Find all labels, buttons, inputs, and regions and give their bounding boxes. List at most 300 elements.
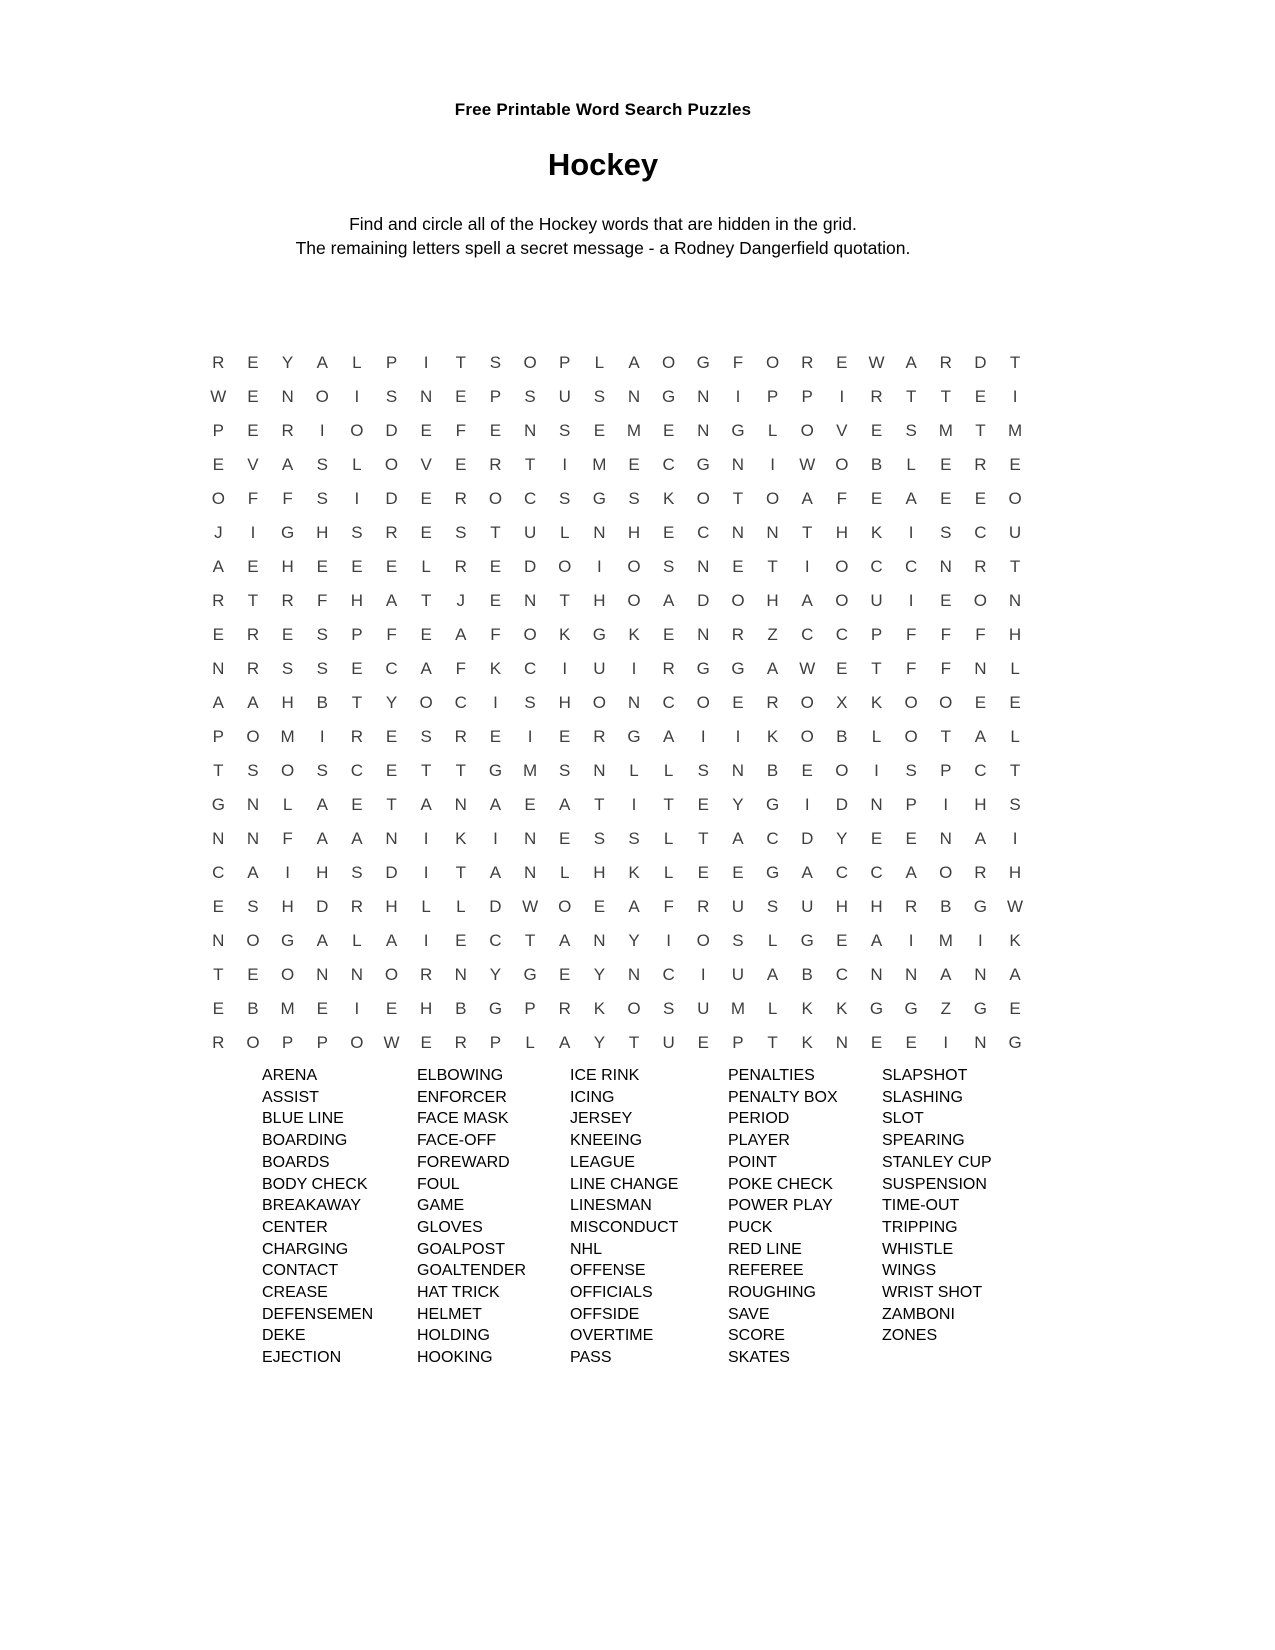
grid-cell-r13-c12: N [593,761,606,780]
grid-cell-r17-c3: H [281,897,294,916]
word-list-item: GLOVES [417,1218,483,1236]
grid-cell-r1-c21: A [905,353,917,372]
grid-cell-r15-c13: S [628,829,640,848]
grid-cell-r21-c17: T [767,1033,778,1052]
grid-cell-r19-c19: C [835,965,848,984]
grid-cell-r6-c24: U [1008,523,1022,542]
grid-cell-r1-c15: G [696,353,710,372]
word-list-item: BOARDING [262,1132,348,1150]
word-list-item: CHARGING [262,1240,349,1258]
grid-cell-r19-c20: N [870,965,883,984]
grid-cell-r18-c17: L [767,931,778,950]
word-list-item: SPEARING [882,1132,965,1150]
grid-cell-r8-c22: E [940,591,952,610]
grid-cell-r5-c4: S [316,489,328,508]
word-list-item: GOALTENDER [417,1262,527,1280]
grid-cell-r11-c2: A [247,693,259,712]
word-list-item: FACE-OFF [417,1132,497,1150]
word-list-item: ENFORCER [417,1088,507,1106]
grid-cell-r10-c13: I [631,659,637,678]
grid-cell-r5-c13: S [628,489,640,508]
word-list-column-4 [728,1065,838,1369]
grid-cell-r6-c5: S [351,523,363,542]
grid-cell-r5-c18: A [801,489,813,508]
grid-cell-r16-c17: G [765,863,780,882]
grid-cell-r17-c19: H [835,897,848,916]
grid-cell-r15-c1: N [212,829,225,848]
word-list-item: BODY CHECK [262,1175,368,1193]
grid-cell-r10-c10: C [523,659,537,678]
grid-cell-r9-c20: P [870,625,883,644]
grid-cell-r10-c9: K [489,659,502,678]
grid-cell-r20-c13: O [627,999,641,1018]
grid-cell-r8-c16: O [731,591,745,610]
grid-cell-r6-c16: N [731,523,745,542]
grid-cell-r11-c6: Y [385,693,398,712]
grid-cell-r17-c15: R [697,897,710,916]
word-list-item: CONTACT [262,1262,339,1280]
grid-cell-r13-c24: T [1009,761,1021,780]
grid-cell-r13-c20: I [874,761,879,780]
grid-cell-r3-c21: S [905,421,917,440]
word-list-item: JERSEY [570,1110,633,1128]
grid-cell-r12-c20: L [871,727,882,746]
grid-cell-r12-c18: O [800,727,814,746]
word-list-item: PENALTIES [728,1067,815,1084]
grid-cell-r11-c22: O [939,693,953,712]
grid-cell-r8-c9: E [489,591,502,610]
grid-cell-r8-c14: A [662,591,675,610]
grid-cell-r8-c4: F [317,591,328,610]
grid-cell-r14-c15: E [697,795,709,814]
grid-cell-r15-c17: C [766,829,779,848]
word-list-column-1 [262,1065,373,1369]
grid-cell-r12-c13: G [627,727,641,746]
grid-cell-r16-c1: C [212,863,225,882]
grid-cell-r6-c1: J [214,523,223,542]
grid-cell-r21-c14: U [662,1033,675,1052]
grid-cell-r19-c15: I [700,965,706,984]
grid-cell-r21-c4: P [316,1033,328,1052]
grid-cell-r18-c13: Y [628,931,640,950]
grid-cell-r2-c12: S [593,387,606,406]
grid-cell-r18-c15: O [696,931,710,950]
grid-cell-r12-c2: O [246,727,260,746]
grid-cell-r14-c3: L [282,795,293,814]
grid-cell-r14-c8: N [454,795,467,814]
word-list-item: PENALTY BOX [728,1088,838,1106]
grid-cell-r21-c3: P [281,1033,294,1052]
grid-cell-r15-c11: E [559,829,571,848]
word-list-item: OFFICIALS [570,1284,653,1302]
word-list-item: TIME-OUT [882,1197,960,1215]
grid-cell-r10-c15: G [696,659,710,678]
grid-cell-r12-c4: I [319,727,325,746]
grid-cell-r14-c17: G [765,795,780,814]
grid-cell-r9-c4: S [316,625,328,644]
grid-cell-r6-c17: N [766,523,779,542]
grid-cell-r8-c6: A [385,591,398,610]
word-list-item: TRIPPING [882,1218,958,1236]
word-list-item: ELBOWING [417,1067,504,1084]
grid-cell-r12-c14: A [662,727,675,746]
grid-cell-r5-c16: T [732,489,744,508]
grid-cell-r17-c18: U [801,897,814,916]
grid-cell-r13-c14: L [663,761,674,780]
grid-cell-r10-c20: T [871,659,882,678]
grid-cell-r13-c2: S [247,761,259,780]
grid-cell-r8-c5: H [350,591,364,610]
grid-cell-r14-c19: D [835,795,848,814]
grid-cell-r18-c1: N [212,931,225,950]
grid-cell-r5-c7: E [420,489,432,508]
grid-cell-r18-c24: K [1009,931,1021,950]
grid-cell-r18-c16: S [732,931,744,950]
grid-cell-r9-c8: A [455,625,467,644]
grid-cell-r21-c1: R [212,1033,225,1052]
grid-cell-r3-c11: S [559,421,571,440]
grid-cell-r16-c18: A [801,863,813,882]
grid-cell-r14-c6: T [386,795,397,814]
grid-cell-r6-c12: N [593,523,606,542]
grid-cell-r4-c4: S [316,455,328,474]
grid-cell-r13-c3: O [280,761,295,780]
grid-cell-r16-c19: C [835,863,848,882]
grid-cell-r1-c1: R [212,353,225,372]
grid-cell-r4-c16: N [731,455,745,474]
grid-cell-r3-c24: M [1007,421,1023,440]
grid-cell-r12-c11: E [559,727,571,746]
grid-cell-r2-c3: N [281,387,294,406]
word-list-item: HELMET [417,1305,482,1323]
word-list-item: DEFENSEMEN [262,1305,374,1323]
grid-cell-r4-c12: M [592,455,607,474]
grid-cell-r7-c2: E [247,557,259,576]
grid-cell-r7-c21: C [904,557,918,576]
grid-cell-r11-c23: E [974,693,987,712]
grid-cell-r3-c2: E [247,421,259,440]
grid-cell-r15-c8: K [455,829,467,848]
word-list-item: SLAPSHOT [882,1067,968,1084]
grid-cell-r1-c19: E [836,353,848,372]
grid-cell-r16-c16: E [732,863,744,882]
grid-cell-r3-c17: L [767,421,778,440]
grid-cell-r1-c24: T [1009,353,1021,372]
word-list-item: BLUE LINE [262,1110,344,1128]
grid-cell-r8-c23: O [973,591,988,610]
grid-cell-r18-c5: L [352,931,362,950]
grid-cell-r5-c9: O [488,489,503,508]
grid-cell-r8-c24: N [1008,591,1022,610]
grid-cell-r9-c6: F [386,625,397,644]
grid-cell-r10-c19: E [836,659,848,678]
grid-cell-r2-c4: O [315,387,329,406]
grid-cell-r14-c21: P [905,795,917,814]
grid-cell-r21-c10: L [525,1033,535,1052]
word-list-item: MISCONDUCT [570,1218,679,1236]
grid-cell-r3-c18: O [800,421,814,440]
grid-cell-r8-c18: A [801,591,813,610]
grid-cell-r16-c13: K [628,863,640,882]
instructions [0,212,1206,260]
grid-cell-r13-c11: S [559,761,571,780]
word-list-item: LINE CHANGE [570,1175,679,1193]
grid-cell-r21-c16: P [732,1033,744,1052]
grid-cell-r20-c18: K [801,999,813,1018]
grid-cell-r8-c2: T [247,591,259,610]
grid-cell-r1-c12: L [594,353,605,372]
grid-cell-r2-c21: T [905,387,917,406]
grid-cell-r16-c21: A [905,863,917,882]
grid-cell-r18-c9: C [489,931,502,950]
word-list-item: ICE RINK [570,1067,640,1084]
grid-cell-r1-c16: F [732,353,744,372]
grid-cell-r9-c23: F [975,625,986,644]
grid-cell-r12-c8: R [454,727,467,746]
grid-cell-r21-c20: E [870,1033,883,1052]
grid-cell-r10-c17: A [766,659,779,678]
grid-cell-r2-c5: I [354,387,360,406]
grid-cell-r2-c7: N [420,387,433,406]
grid-cell-r11-c14: C [662,693,675,712]
grid-cell-r1-c8: T [455,353,466,372]
grid-cell-r16-c9: A [489,863,502,882]
grid-cell-r9-c5: P [351,625,363,644]
grid-cell-r14-c11: A [559,795,571,814]
grid-cell-r15-c6: N [385,829,398,848]
grid-cell-r20-c17: L [767,999,778,1018]
grid-cell-r19-c13: N [627,965,641,984]
grid-cell-r11-c15: O [696,693,710,712]
word-list-item: FOUL [417,1175,460,1193]
word-list-item: BREAKAWAY [262,1197,361,1215]
grid-cell-r2-c18: P [801,387,813,406]
grid-cell-r17-c24: W [1007,897,1024,916]
grid-cell-r21-c19: N [835,1033,848,1052]
puzzle-title: Hockey [547,147,659,182]
grid-cell-r21-c12: Y [593,1033,606,1052]
grid-cell-r20-c19: K [836,999,848,1018]
grid-cell-r15-c19: Y [836,829,848,848]
grid-cell-r18-c12: N [593,931,606,950]
word-list-item: HOLDING [417,1327,490,1345]
grid-cell-r11-c8: C [454,693,467,712]
grid-cell-r12-c15: I [700,727,706,746]
grid-cell-r14-c9: A [489,795,502,814]
grid-cell-r13-c5: C [350,761,364,780]
grid-cell-r16-c23: R [974,863,987,882]
word-list-item: PERIOD [728,1110,790,1128]
letter-grid [201,346,1032,1060]
word-list-item: ICING [570,1088,615,1106]
grid-cell-r1-c14: O [662,353,676,372]
grid-cell-r21-c23: N [974,1033,987,1052]
word-list-item: FOREWARD [417,1153,510,1171]
word-list-item: FACE MASK [417,1110,509,1128]
grid-cell-r5-c22: E [940,489,952,508]
grid-cell-r3-c1: P [212,421,224,440]
grid-cell-r19-c24: A [1009,965,1021,984]
grid-cell-r6-c3: G [280,523,295,542]
grid-cell-r13-c21: S [905,761,917,780]
grid-cell-r15-c7: I [423,829,429,848]
grid-cell-r12-c22: T [940,727,951,746]
grid-cell-r18-c11: A [559,931,571,950]
grid-cell-r4-c20: B [870,455,883,474]
grid-cell-r2-c8: E [455,387,467,406]
word-list-item: PASS [570,1349,612,1367]
grid-cell-r4-c2: V [247,455,259,474]
grid-cell-r8-c7: T [420,591,432,610]
grid-cell-r18-c18: G [800,931,814,950]
grid-cell-r15-c16: A [732,829,744,848]
grid-cell-r8-c8: J [456,591,466,610]
grid-cell-r11-c12: O [592,693,606,712]
grid-cell-r7-c14: S [662,557,675,576]
grid-cell-r10-c21: F [905,659,917,678]
grid-cell-r10-c14: R [662,659,675,678]
grid-cell-r9-c15: N [697,625,710,644]
grid-cell-r11-c21: O [904,693,918,712]
grid-cell-r13-c23: C [974,761,987,780]
grid-cell-r19-c3: O [280,965,295,984]
grid-cell-r5-c17: O [765,489,780,508]
word-list-item: DEKE [262,1327,306,1345]
grid-cell-r6-c6: R [385,523,398,542]
grid-cell-r4-c13: E [628,455,640,474]
grid-cell-r5-c12: G [592,489,606,508]
grid-cell-r18-c19: E [836,931,848,950]
grid-cell-r5-c20: E [870,489,883,508]
grid-cell-r16-c2: A [247,863,259,882]
grid-cell-r16-c3: I [285,863,290,882]
grid-cell-r17-c6: H [385,897,398,916]
grid-cell-r14-c16: Y [732,795,744,814]
grid-cell-r13-c10: M [523,761,538,780]
grid-cell-r9-c16: R [731,625,745,644]
grid-cell-r20-c5: I [354,999,360,1018]
word-list-item: GAME [417,1197,465,1215]
grid-cell-r18-c22: M [938,931,953,950]
grid-cell-r6-c15: C [697,523,710,542]
grid-cell-r13-c22: P [940,761,952,780]
grid-cell-r3-c10: N [523,421,537,440]
grid-cell-r10-c16: G [731,659,745,678]
grid-cell-r20-c20: G [869,999,884,1018]
word-list-item: POKE CHECK [728,1175,833,1193]
grid-cell-r18-c8: E [455,931,467,950]
grid-cell-r3-c3: R [281,421,294,440]
grid-cell-r13-c1: T [213,761,224,780]
grid-cell-r7-c5: E [351,557,363,576]
word-list-item: POWER PLAY [728,1197,833,1215]
grid-cell-r6-c9: T [490,523,501,542]
grid-cell-r21-c5: O [350,1033,364,1052]
grid-cell-r17-c14: F [663,897,674,916]
grid-cell-r19-c22: A [940,965,952,984]
word-list-item: PUCK [728,1218,773,1236]
grid-cell-r8-c21: I [908,591,914,610]
grid-cell-r21-c11: A [559,1033,571,1052]
grid-cell-r15-c4: A [316,829,328,848]
grid-cell-r17-c5: R [350,897,364,916]
grid-cell-r19-c16: U [731,965,745,984]
grid-cell-r9-c13: K [628,625,640,644]
grid-cell-r19-c7: R [420,965,433,984]
word-list-item: NHL [570,1240,603,1258]
grid-cell-r10-c8: F [455,659,466,678]
word-list-item: OFFSIDE [570,1305,640,1323]
word-list-item: SLOT [882,1110,924,1128]
grid-cell-r20-c4: E [316,999,328,1018]
grid-cell-r12-c12: R [593,727,606,746]
grid-cell-r12-c3: M [280,727,295,746]
grid-cell-r18-c4: A [316,931,328,950]
word-list-item: ARENA [262,1067,318,1084]
grid-cell-r14-c10: E [524,795,536,814]
grid-cell-r5-c6: D [385,489,398,508]
grid-cell-r18-c14: I [666,931,672,950]
grid-cell-r1-c13: A [628,353,640,372]
grid-cell-r3-c14: E [662,421,675,440]
grid-cell-r21-c24: G [1008,1033,1022,1052]
word-list-item: KNEEING [570,1132,643,1150]
grid-cell-r18-c10: T [524,931,536,950]
grid-cell-r4-c9: R [489,455,502,474]
grid-cell-r7-c3: H [281,557,294,576]
grid-cell-r21-c15: E [697,1033,709,1052]
grid-cell-r6-c14: E [662,523,675,542]
grid-cell-r4-c1: E [212,455,224,474]
grid-cell-r2-c10: S [524,387,536,406]
grid-cell-r16-c22: O [939,863,953,882]
grid-cell-r8-c20: U [870,591,883,610]
grid-cell-r10-c7: A [420,659,432,678]
grid-cell-r4-c8: E [455,455,467,474]
grid-cell-r2-c11: U [558,387,571,406]
grid-cell-r10-c12: U [593,659,606,678]
grid-cell-r18-c20: A [870,931,883,950]
grid-cell-r12-c6: E [385,727,398,746]
word-list-column-2 [417,1065,526,1369]
grid-cell-r9-c1: E [212,625,224,644]
grid-cell-r1-c6: P [385,353,398,372]
grid-cell-r8-c13: O [627,591,641,610]
word-list-item: WRIST SHOT [882,1284,983,1302]
grid-cell-r4-c15: G [696,455,710,474]
word-list-item: SUSPENSION [882,1175,987,1193]
instructions-line-2: The remaining letters spell a secret message - a Rodney Dangerfield quotation. [295,238,911,258]
grid-cell-r1-c11: P [559,353,571,372]
grid-cell-r11-c5: T [351,693,363,712]
grid-cell-r17-c11: O [558,897,572,916]
grid-cell-r1-c3: Y [281,353,294,372]
grid-cell-r20-c22: Z [940,999,951,1018]
grid-cell-r16-c7: I [423,863,429,882]
grid-cell-r13-c19: O [835,761,849,780]
grid-cell-r4-c6: O [384,455,399,474]
grid-cell-r13-c15: S [697,761,709,780]
grid-cell-r7-c11: O [558,557,572,576]
word-list-item: POINT [728,1153,777,1171]
grid-cell-r2-c13: N [627,387,641,406]
word-list-column-5 [882,1065,992,1347]
grid-cell-r11-c10: S [524,693,536,712]
grid-cell-r10-c4: S [316,659,328,678]
grid-cell-r3-c23: T [975,421,986,440]
grid-cell-r4-c17: I [770,455,775,474]
grid-cell-r20-c7: H [420,999,433,1018]
